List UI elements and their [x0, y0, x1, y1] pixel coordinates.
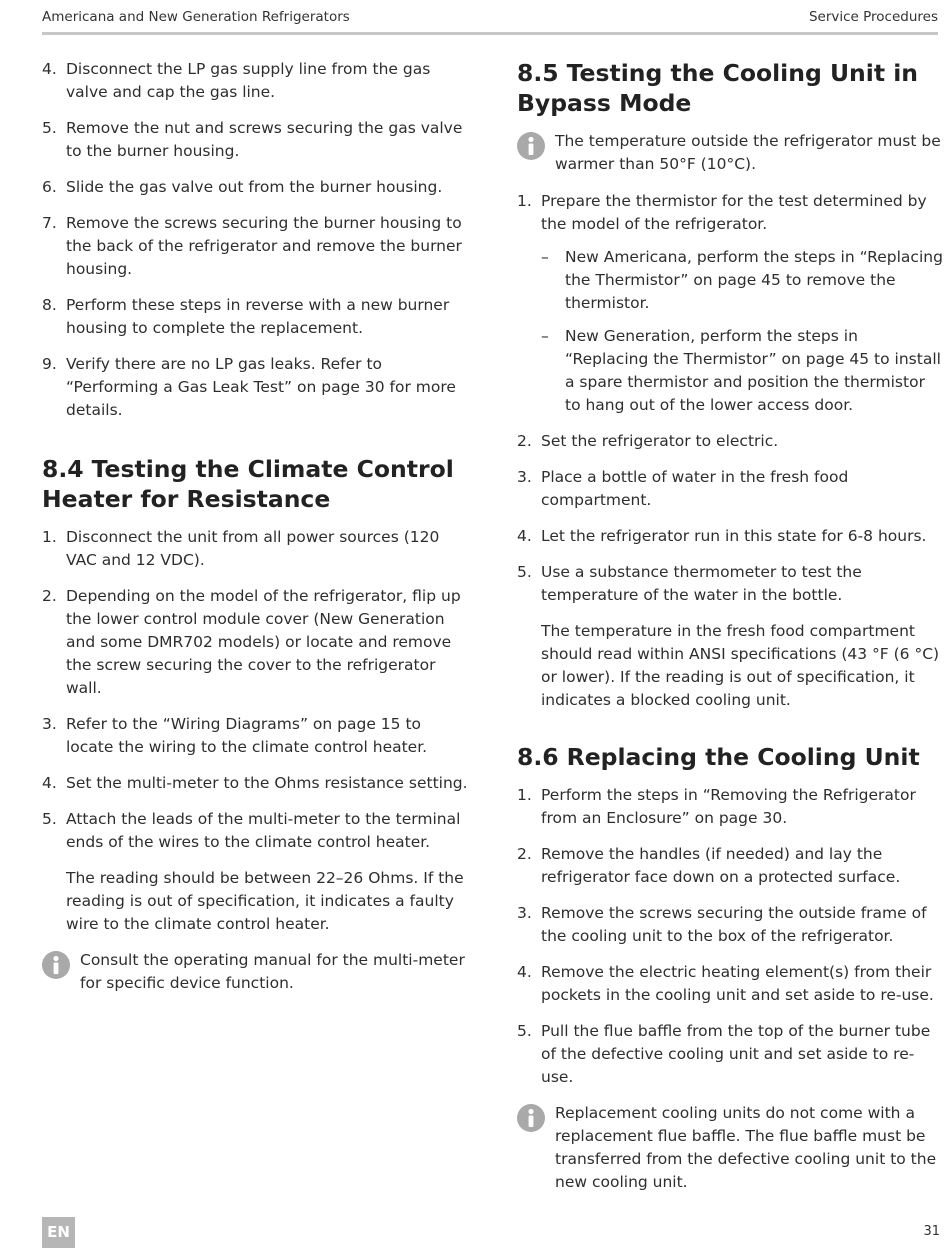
list-item: 7. Remove the screws securing the burner housing to the back of the refrigerator and remove the burner housing. [42, 214, 462, 278]
section-8-6-title: 8.6 Replacing the Cooling Unit [517, 743, 920, 771]
language-badge: EN [42, 1217, 75, 1248]
list-item: 3. Place a bottle of water in the fresh food compartment. [517, 468, 849, 509]
info-icon [517, 132, 545, 160]
section-8-5-title: 8.5 Testing the Cooling Unit in Bypass Mode [517, 59, 919, 117]
section-8-4-title: 8.4 Testing the Climate Control Heater for Resistance [42, 455, 454, 513]
list-item: 4. Disconnect the LP gas supply line from the gas valve and cap the gas line. [42, 60, 431, 101]
list-item: 3. Refer to the “Wiring Diagrams” on page 15 to locate the wiring to the climate control heater. [42, 715, 428, 756]
list-item: 1. Prepare the thermistor for the test determined by the model of the refrigerator. – New Americana, perform the steps in “Replacing the Thermistor” on page 45 to remove the thermistor. – New Generation, perform the steps in “Replacing the Thermistor” on page 45 to install a spare thermistor and position the thermistor to hang out of the lower access door. [517, 190, 943, 417]
list-item: 1. Perform the steps in “Removing the Refrigerator from an Enclosure” on page 30. [517, 786, 916, 827]
list-item: 9. Verify there are no LP gas leaks. Refer to “Performing a Gas Leak Test” on page 30 for more details. [42, 355, 456, 419]
sub-list-item: – New Generation, perform the steps in “Replacing the Thermistor” on page 45 to install a spare thermistor and position the thermistor to hang out of the lower access door. [541, 327, 941, 414]
list-item: 5. Attach the leads of the multi-meter to the terminal ends of the wires to the climate control heater. The reading should be between 22–26 Ohms. If the reading is out of specification, it indicates a faulty wire to the climate control heater. [42, 808, 470, 936]
list-item: 4. Remove the electric heating element(s) from their pockets in the cooling unit and set aside to re-use. [517, 963, 934, 1004]
left-column [42, 58, 470, 1009]
sub-list-item: – New Americana, perform the steps in “Replacing the Thermistor” on page 45 to remove the thermistor. [541, 248, 943, 312]
page-header [42, 0, 938, 35]
steps-continued [42, 58, 470, 422]
list-item: 5. Pull the flue baffle from the top of the burner tube of the defective cooling unit and set aside to re-use. [517, 1022, 931, 1086]
list-item: 5. Remove the nut and screws securing the gas valve to the burner housing. [42, 119, 463, 160]
list-item: 5. Use a substance thermometer to test the temperature of the water in the bottle. The temperature in the fresh food compartment should read within ANSI specifications (43 °F (6 °C) or lower). If the reading is out of specification, it indicates a blocked cooling unit. [517, 561, 943, 712]
list-item: 1. Disconnect the unit from all power sources (120 VAC and 12 VDC). [42, 528, 440, 569]
section-8-6-steps [517, 784, 943, 1089]
list-item: 6. Slide the gas valve out from the burner housing. [42, 178, 443, 196]
section-8-5-steps [517, 190, 943, 712]
right-column [517, 58, 943, 1208]
list-item: 8. Perform these steps in reverse with a new burner housing to complete the replacement. [42, 296, 450, 337]
header-title: Americana and New Generation Refrigerators [42, 9, 350, 25]
info-note: The temperature outside the refrigerator must be warmer than 50°F (10°C). [517, 130, 943, 176]
list-item: 4. Set the multi-meter to the Ohms resistance setting. [42, 774, 468, 792]
step-result-note: The reading should be between 22–26 Ohms. If the reading is out of specification, it indicates a faulty wire to the climate control heater. [66, 869, 464, 933]
sub-list [541, 246, 943, 417]
list-item: 2. Set the refrigerator to electric. [517, 432, 779, 450]
list-item: 3. Remove the screws securing the outside frame of the cooling unit to the box of the refrigerator. [517, 904, 927, 945]
list-item: 2. Remove the handles (if needed) and lay the refrigerator face down on a protected surface. [517, 845, 901, 886]
section-8-4-steps [42, 526, 470, 936]
info-note: Replacement cooling units do not come with a replacement flue baffle. The flue baffle must be transferred from the defective cooling unit to the new cooling unit. [517, 1102, 943, 1194]
step-result-note: The temperature in the fresh food compartment should read within ANSI specifications (43 °F (6 °C) or lower). If the reading is out of specification, it indicates a blocked cooling unit. [541, 622, 940, 709]
page-number: 31 [923, 1224, 940, 1239]
list-item: 4. Let the refrigerator run in this state for 6-8 hours. [517, 527, 927, 545]
info-icon [42, 951, 70, 979]
info-note: Consult the operating manual for the multi-meter for specific device function. [42, 949, 470, 995]
list-item: 2. Depending on the model of the refrigerator, flip up the lower control module cover (New Generation and some DMR702 models) or locate and remove the screw securing the cover to the refrigerator wall. [42, 587, 461, 697]
header-section: Service Procedures [808, 9, 938, 25]
info-icon [517, 1104, 545, 1132]
